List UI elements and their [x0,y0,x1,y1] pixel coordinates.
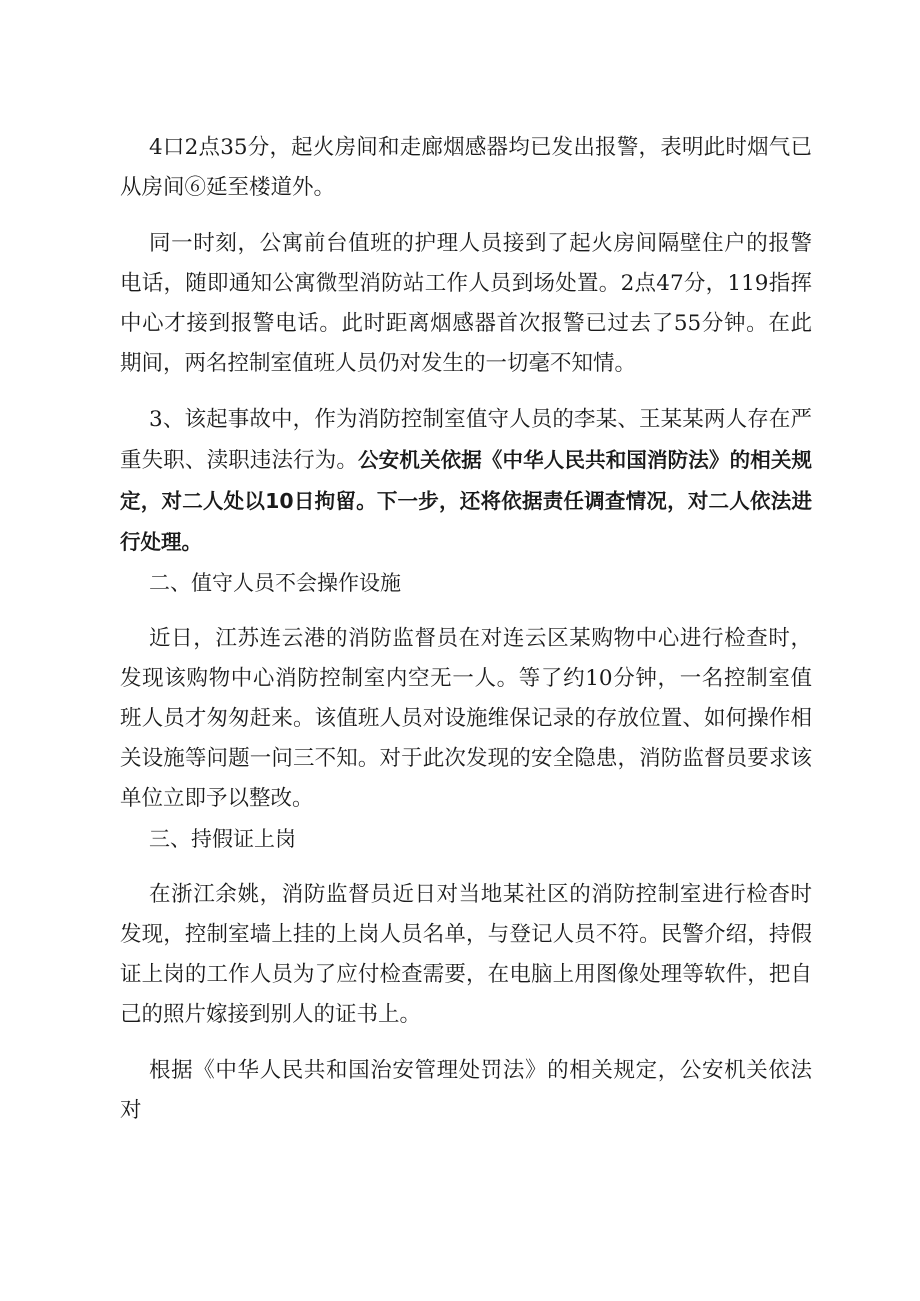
paragraph-lianyungang: 近日，江苏连云港的消防监督员在对连云区某购物中心进行检查时，发现该购物中心消防控制室内空无一人。等了约10分钟，一名控制室值班人员才匆匆赶来。该值班人员对设施维保记录的存放位置、如何操作相关设施等问题一问三不知。对于此次发现的安全隐患，消防监督员要求该单位立即予以整改。 [120,626,812,811]
paragraph-yuyao: 在浙江余姚，消防监督员近日对当地某社区的消防控制室进行检杳时发现，控制室墙上挂的上岗人员名单，与登记人员不符。民警介绍，持假证上岗的工作人员为了应付检查需要，在电脑上用图像处理等软件，把自己的照片嫁接到别人的证书上。 [120,882,812,1027]
penalty-text: 3、该起事故中，作为消防控制室值守人员的李某、王某某两人存在严重失职、渎职违法行为。 [120,407,812,473]
paragraph-report-call: 同一时刻，公寓前台值班的护理人员接到了起火房间隔壁住户的报警电话，随即通知公寓微型消防站工作人员到场处置。2点47分，119指挥中心才接到报警电话。此时距离烟感器首次报警已过去了55分钟。在此期间，两名控制室值班人员仍对发生的一切毫不知情。 [120,231,812,376]
paragraph-smoke-alarm: 4口2点35分，起火房间和走廊烟感器均已发出报警，表明此时烟气已从房间⑥延至楼道外。 [120,135,812,200]
paragraph-public-security-law: 根据《中华人民共和国治安管理处罚法》的相关规定，公安机关依法对 [120,1058,812,1123]
paragraph-penalty [120,400,812,563]
penalty-bold-text: 公安机关依据《中华人民共和国消防法》的相关规定，对二人处以10日拘留。下一步，还将依据责任调查情况，对二人依法进行处理。 [120,448,812,554]
section-heading-2: 二、值守人员不会操作设施 [149,571,401,595]
document-body [120,128,812,1131]
section-heading-3: 三、持假证上岗 [149,827,296,851]
